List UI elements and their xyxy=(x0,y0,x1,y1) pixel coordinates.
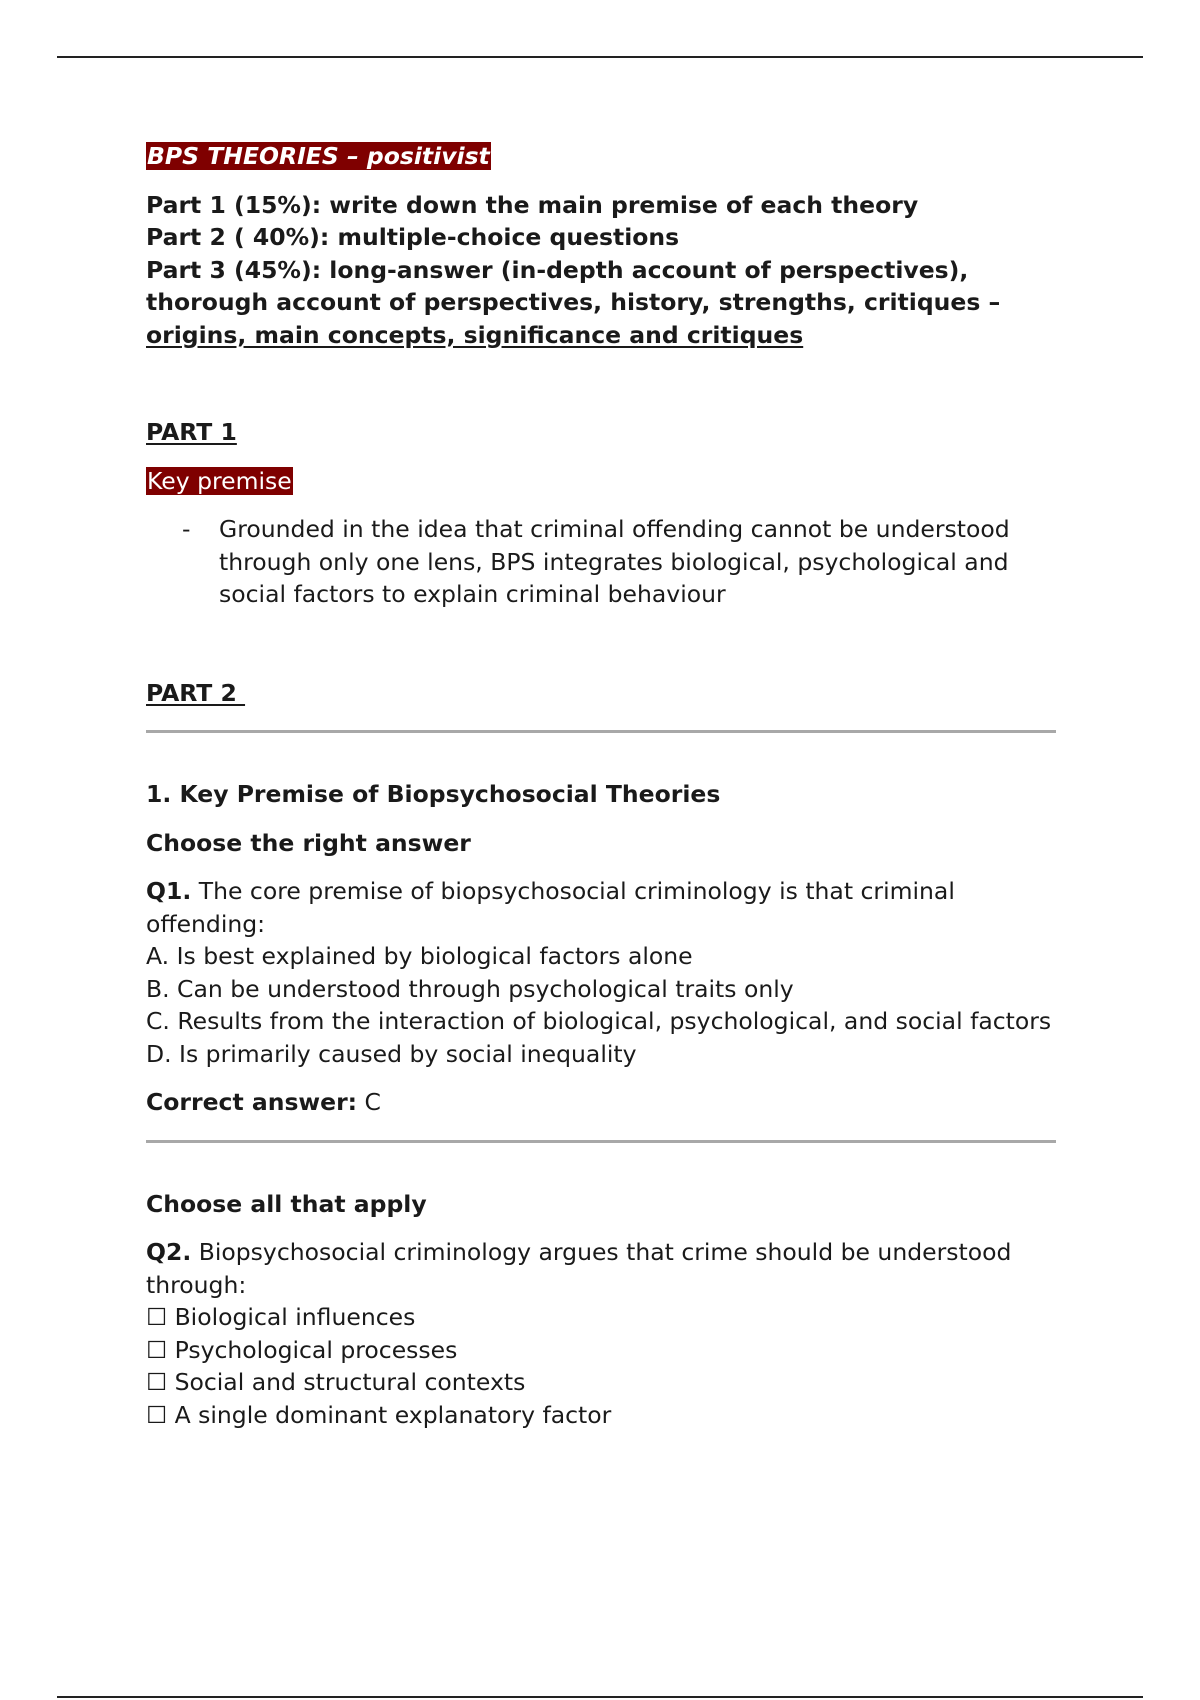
part3-weighting-text: Part 3 (45%): long-answer (in-depth account of perspectives), thorough account of perspectives, history, strengths, critiques – xyxy=(146,255,1001,316)
part2-heading-text: PART 2 xyxy=(146,678,246,707)
part1-heading: PART 1 xyxy=(146,418,237,446)
q2-option-text: A single dominant explanatory factor xyxy=(174,1400,612,1429)
q2-question xyxy=(146,1236,1056,1301)
section-divider xyxy=(146,730,1056,733)
q1-stem-text: The core premise of biopsychosocial criminology is that criminal offending: xyxy=(146,877,955,938)
q2-option-text: Psychological processes xyxy=(174,1335,458,1364)
document-title-highlight: BPS THEORIES – positivist xyxy=(147,142,490,170)
q2-option xyxy=(146,1301,1056,1334)
section1-heading: 1. Key Premise of Biopsychosocial Theories xyxy=(146,780,721,808)
page-top-rule xyxy=(57,56,1143,58)
checkbox-icon: ☐ xyxy=(146,1303,168,1331)
q1-option-c: C. Results from the interaction of biological, psychological, and social factors xyxy=(146,1007,1052,1035)
choose-right-answer-label: Choose the right answer xyxy=(146,828,471,857)
key-premise-text: Grounded in the idea that criminal offending cannot be understood through only one lens, BPS integrates biological, psychological and social factors to explain criminal behaviour xyxy=(219,515,1010,608)
checkbox-icon: ☐ xyxy=(146,1335,168,1364)
checkbox-icon: ☐ xyxy=(146,1368,168,1396)
key-premise-label xyxy=(146,465,1056,498)
q2-option xyxy=(146,1366,1056,1399)
q2-stem-text: Biopsychosocial criminology argues that crime should be understood through: xyxy=(146,1238,1012,1299)
part3-weighting xyxy=(146,254,1056,352)
correct-answer-value: C xyxy=(357,1088,381,1116)
q1-question xyxy=(146,875,1056,940)
q2-option xyxy=(146,1334,1056,1367)
correct-answer-label: Correct answer: xyxy=(146,1088,358,1116)
q1-correct-answer xyxy=(146,1086,1056,1119)
choose-all-label: Choose all that apply xyxy=(146,1189,427,1218)
part2-weighting xyxy=(146,221,1056,254)
part3-weighting-underlined: origins, main concepts, significance and critiques xyxy=(146,320,804,349)
bullet-dash: - xyxy=(182,515,191,543)
q2-option-text: Social and structural contexts xyxy=(174,1368,526,1396)
q1-option-d: D. Is primarily caused by social inequality xyxy=(146,1039,637,1068)
key-premise-highlight: Key premise xyxy=(147,466,292,495)
q1-option-b: B. Can be understood through psychological traits only xyxy=(146,974,794,1003)
q2-option-text: Biological influences xyxy=(174,1303,416,1331)
page-bottom-rule xyxy=(57,1696,1143,1698)
part1-weighting xyxy=(146,189,1056,222)
q1-option-a: A. Is best explained by biological factors alone xyxy=(146,942,693,970)
q1-label: Q1. xyxy=(146,877,192,905)
part2-heading xyxy=(146,677,1056,710)
key-premise-bullet xyxy=(182,513,1056,611)
q2-option xyxy=(146,1399,1056,1432)
section-divider xyxy=(146,1140,1056,1143)
document-body xyxy=(146,140,1056,1431)
checkbox-icon: ☐ xyxy=(146,1400,168,1429)
part1-weighting-label: Part 1 (15%): xyxy=(146,190,322,219)
q2-label: Q2. xyxy=(146,1238,192,1266)
document-title xyxy=(146,140,1056,173)
part2-weighting-label: Part 2 ( 40%): xyxy=(146,223,330,251)
part2-weighting-text: multiple-choice questions xyxy=(329,223,680,251)
part1-weighting-text: write down the main premise of each theory xyxy=(321,190,919,219)
